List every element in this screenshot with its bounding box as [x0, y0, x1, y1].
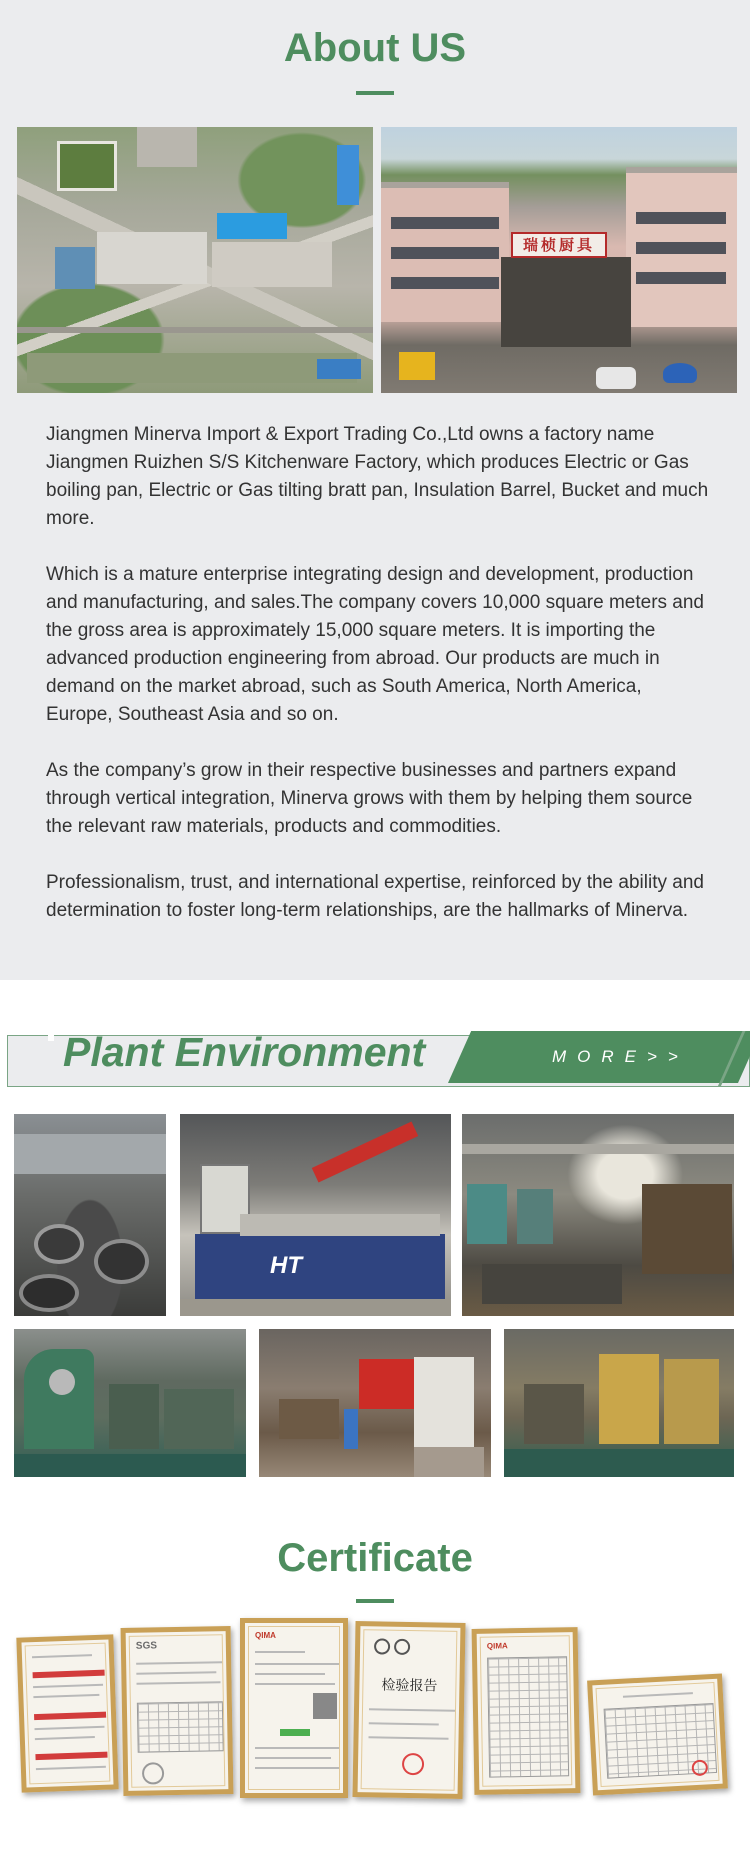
qima-logo: QIMA [255, 1631, 276, 1640]
about-paragraph: Jiangmen Minerva Import & Export Trading Co.,Ltd owns a factory name Jiangmen Ruizhen S/S Kitchenware Factory, which produces Electric or Gas boiling pan, Electric or Gas tilting bratt pan, Insulation Barrel, Bucket and much more. [46, 424, 709, 529]
plant-environment-banner [0, 1021, 750, 1091]
certificate-frame [16, 1634, 118, 1792]
more-button[interactable]: MORE>> [552, 1047, 689, 1066]
plant-photo-press-brake [259, 1329, 491, 1477]
about-paragraph: As the company’s grow in their respective businesses and partners expand through vertical integration, Minerva grows with them by helping them source the relevant raw materials, products and commodities. [46, 760, 693, 837]
about-title-underline [356, 91, 394, 95]
certificate-frame [240, 1618, 348, 1798]
certificate-title: Certificate [277, 1536, 473, 1580]
inspection-report-heading: 检验报告 [381, 1677, 438, 1695]
about-paragraph: Which is a mature enterprise integrating design and development, production and manufacturing, and sales.The company covers 10,000 square meters and the gross area is approximately 15,000 square meters. It is importing the advanced production engineering from abroad. Our products are much in demand on the market abroad, such as South America, North America, Europe, Southeast Asia and so on. [46, 564, 704, 725]
plant-photo-hydraulic-press [504, 1329, 734, 1477]
certificate-title-underline [356, 1599, 394, 1603]
sgs-logo: SGS [135, 1640, 158, 1652]
plant-environment-title: Plant Environment [63, 1029, 426, 1075]
laser-brand-logo: HT [270, 1252, 302, 1279]
certificate-frame [352, 1621, 465, 1799]
certificate-frame [121, 1626, 234, 1796]
certificate-frame [472, 1627, 581, 1795]
plant-photo-steel-coils [14, 1114, 166, 1316]
factory-sign: 瑞桢厨具 [511, 232, 607, 258]
plant-photo-press-machines [462, 1114, 734, 1316]
about-text [46, 421, 710, 953]
factory-aerial-photo [17, 127, 373, 393]
about-paragraph: Professionalism, trust, and international expertise, reinforced by the ability and determination to foster long-term relationships, are the hallmarks of Minerva. [46, 872, 704, 921]
factory-building-photo [381, 127, 737, 393]
about-title: About US [283, 26, 467, 70]
banner-frame-notch [48, 1031, 54, 1041]
certificate-frame [587, 1674, 728, 1796]
qima-logo: QIMA [486, 1641, 508, 1651]
plant-photo-punch-press [14, 1329, 246, 1477]
plant-photo-laser-cutter [180, 1114, 451, 1316]
